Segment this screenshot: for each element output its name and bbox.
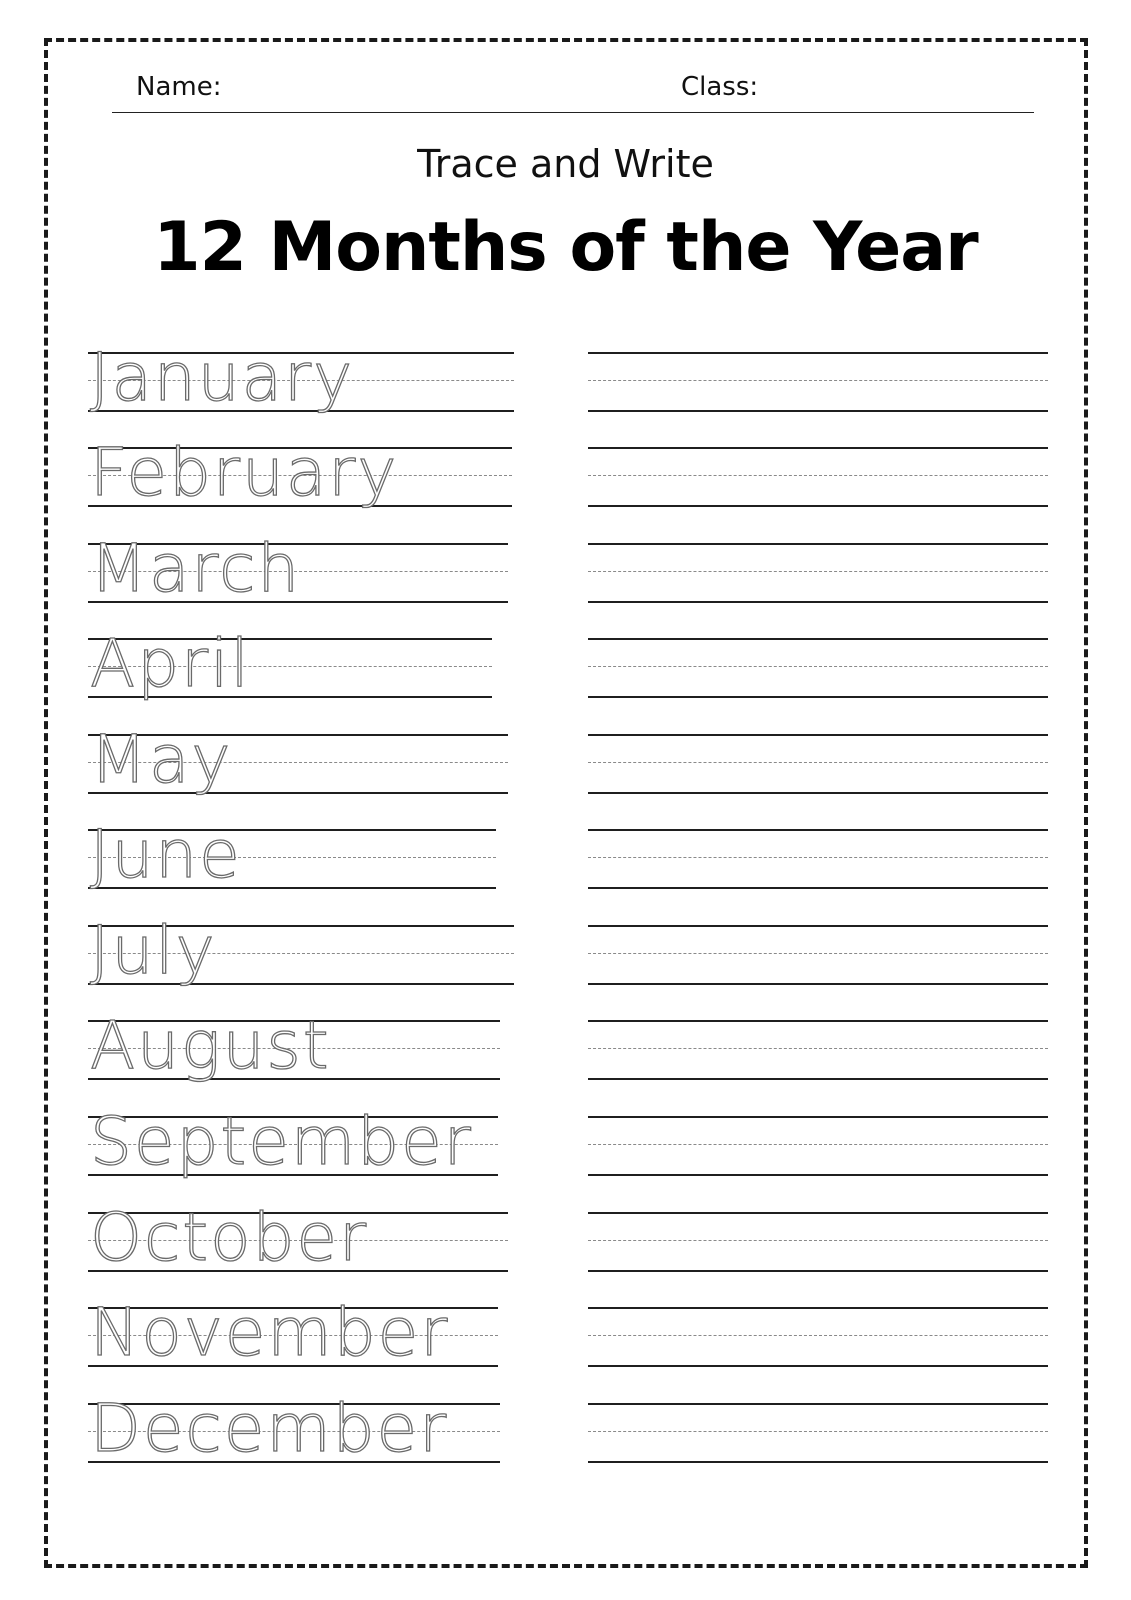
trace-line-block (88, 339, 514, 416)
mid-dashed-line (588, 857, 1048, 858)
writing-line-block[interactable] (588, 352, 1048, 412)
mid-dashed-line (588, 953, 1048, 954)
top-line (588, 1116, 1048, 1118)
traceable-month-word: July (90, 912, 217, 989)
class-label: Class: (681, 72, 759, 102)
trace-line-block (88, 1390, 500, 1467)
base-line (588, 983, 1048, 985)
base-line (588, 1174, 1048, 1176)
top-line (588, 447, 1048, 449)
traceable-month-word: October (90, 1199, 369, 1276)
writing-line-block[interactable] (588, 1307, 1048, 1367)
top-line (588, 638, 1048, 640)
trace-line-block (88, 816, 496, 893)
traceable-month-word: March (90, 530, 302, 607)
base-line (588, 792, 1048, 794)
top-line (588, 1020, 1048, 1022)
traceable-month-word: May (90, 721, 233, 798)
trace-line-block (88, 625, 492, 702)
writing-line-block[interactable] (588, 925, 1048, 985)
worksheet-title: 12 Months of the Year (153, 208, 978, 287)
trace-line-block (88, 912, 514, 989)
writing-line-block[interactable] (588, 1020, 1048, 1080)
writing-line-block[interactable] (588, 829, 1048, 889)
mid-dashed-line (588, 1431, 1048, 1432)
mid-dashed-line (588, 380, 1048, 381)
writing-line-block[interactable] (588, 734, 1048, 794)
base-line (588, 410, 1048, 412)
traceable-month-word: November (90, 1294, 450, 1371)
top-line (588, 734, 1048, 736)
writing-line-block[interactable] (588, 1403, 1048, 1463)
top-line (588, 543, 1048, 545)
traceable-month-word: June (90, 816, 242, 893)
traceable-month-word: February (90, 434, 399, 511)
mid-dashed-line (588, 571, 1048, 572)
base-line (588, 1365, 1048, 1367)
mid-dashed-line (588, 762, 1048, 763)
traceable-month-word: August (90, 1007, 331, 1084)
trace-line-block (88, 434, 512, 511)
mid-dashed-line (588, 666, 1048, 667)
top-line (588, 1212, 1048, 1214)
top-line (588, 352, 1048, 354)
trace-line-block (88, 1007, 500, 1084)
trace-line-block (88, 1199, 508, 1276)
trace-line-block (88, 1103, 498, 1180)
traceable-month-word: April (90, 625, 251, 702)
traceable-month-word: September (90, 1103, 473, 1180)
base-line (588, 601, 1048, 603)
top-line (588, 829, 1048, 831)
writing-line-block[interactable] (588, 1212, 1048, 1272)
base-line (588, 1078, 1048, 1080)
mid-dashed-line (588, 1335, 1048, 1336)
mid-dashed-line (588, 475, 1048, 476)
mid-dashed-line (588, 1144, 1048, 1145)
top-line (588, 1403, 1048, 1405)
traceable-month-word: January (90, 339, 355, 416)
worksheet-subtitle: Trace and Write (417, 142, 714, 186)
base-line (588, 1270, 1048, 1272)
writing-line-block[interactable] (588, 1116, 1048, 1176)
base-line (588, 887, 1048, 889)
trace-line-block (88, 530, 508, 607)
base-line (588, 505, 1048, 507)
top-line (588, 925, 1048, 927)
trace-line-block (88, 721, 508, 798)
writing-line-block[interactable] (588, 638, 1048, 698)
mid-dashed-line (588, 1240, 1048, 1241)
writing-line-block[interactable] (588, 543, 1048, 603)
writing-line-block[interactable] (588, 447, 1048, 507)
base-line (588, 696, 1048, 698)
name-label: Name: (136, 72, 222, 102)
base-line (588, 1461, 1048, 1463)
trace-line-block (88, 1294, 498, 1371)
traceable-month-word: December (90, 1390, 449, 1467)
mid-dashed-line (588, 1048, 1048, 1049)
top-line (588, 1307, 1048, 1309)
